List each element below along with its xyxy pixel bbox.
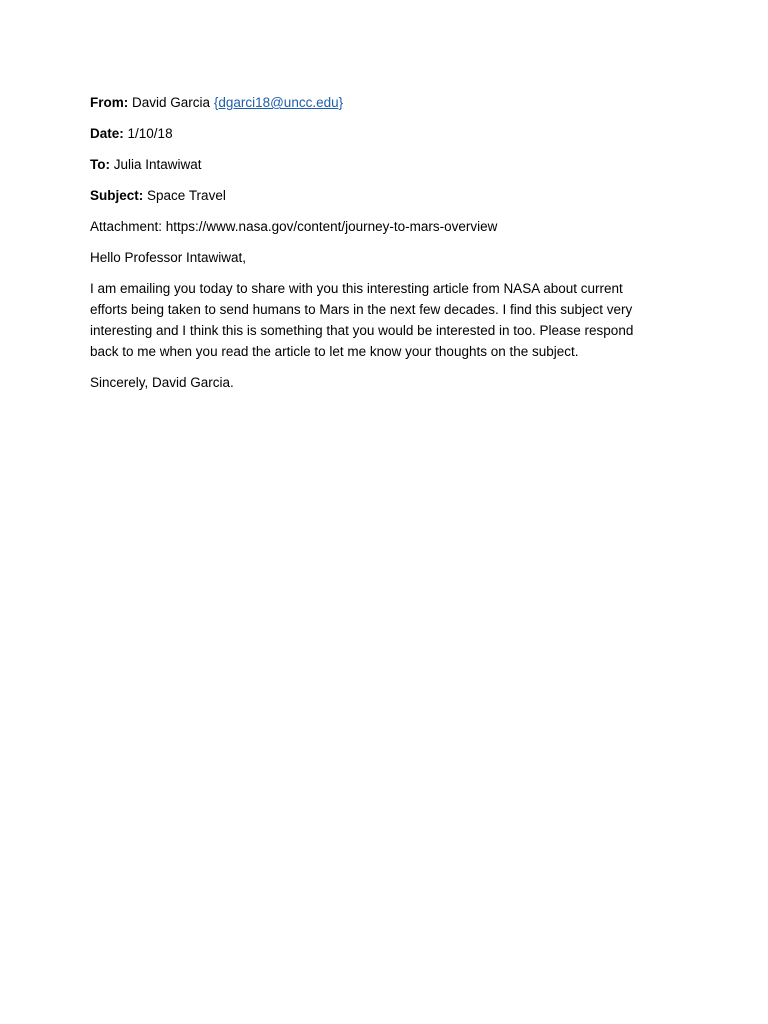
from-label: From:	[90, 95, 129, 110]
closing: Sincerely, David Garcia.	[90, 375, 234, 390]
subject-label: Subject:	[90, 188, 144, 203]
date-value: 1/10/18	[127, 126, 173, 141]
to-value: Julia Intawiwat	[113, 157, 202, 172]
greeting: Hello Professor Intawiwat,	[90, 250, 247, 265]
email-document	[90, 92, 670, 403]
to-label: To:	[90, 157, 110, 172]
body-line: back to me when you read the article to let me know your thoughts on the subject.	[90, 344, 579, 359]
from-email-link[interactable]: {dgarci18@uncc.edu}	[213, 95, 344, 110]
attachment-line: Attachment: https://www.nasa.gov/content/journey-to-mars-overview	[90, 219, 498, 234]
body-line: I am emailing you today to share with you this interesting article from NASA about current	[90, 281, 623, 296]
to-line	[90, 154, 670, 175]
from-line	[90, 92, 670, 113]
email-body	[90, 278, 660, 362]
subject-value: Space Travel	[147, 188, 226, 203]
from-name: David Garcia	[132, 95, 211, 110]
body-line: efforts being taken to send humans to Mars in the next few decades. I find this subject very	[90, 302, 633, 317]
subject-line	[90, 185, 670, 206]
body-line: interesting and I think this is something that you would be interested in too. Please respond	[90, 323, 634, 338]
date-label: Date:	[90, 126, 124, 141]
date-line	[90, 123, 670, 144]
